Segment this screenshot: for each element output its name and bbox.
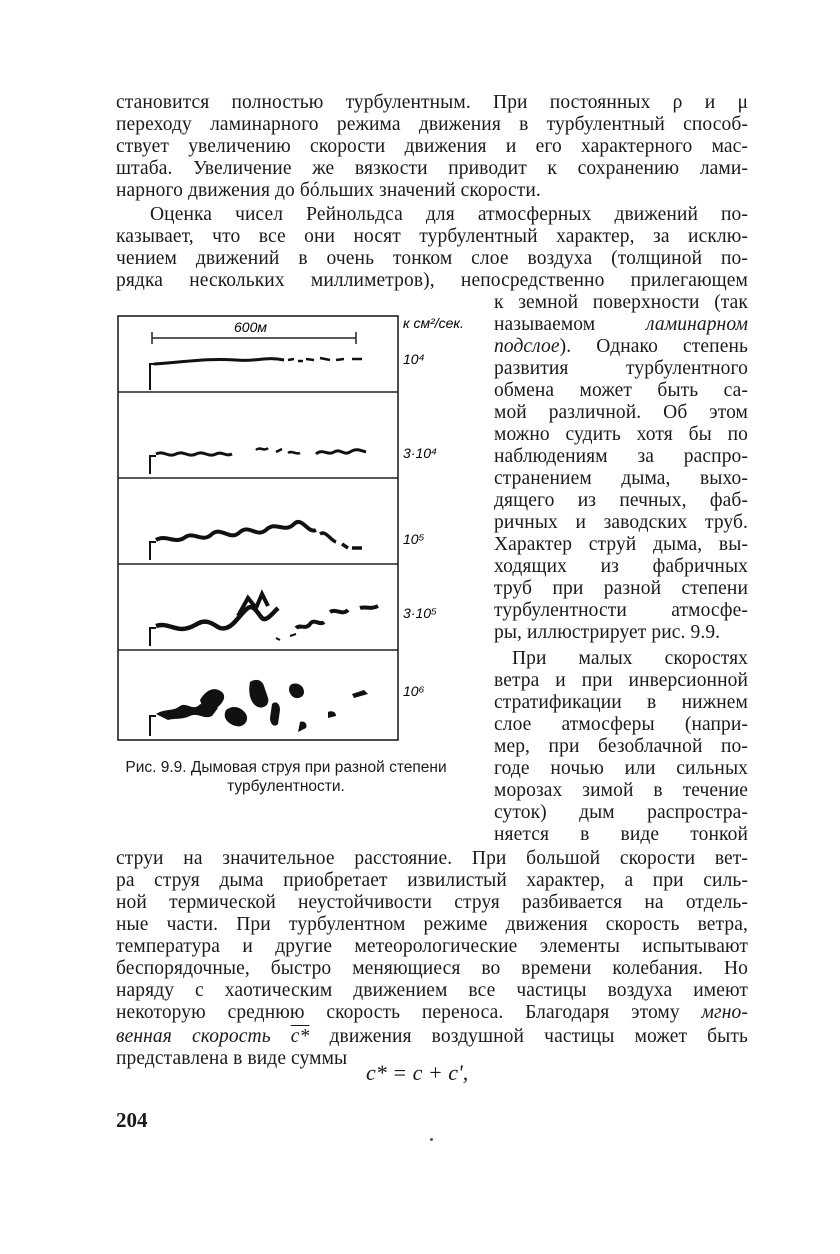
smoke-plume-4: [150, 594, 378, 646]
print-speck: [430, 1138, 433, 1141]
text-line: стратификации в нижнем: [494, 692, 748, 713]
emphasis-term: венная скорость: [116, 1026, 271, 1047]
text-line: [494, 314, 748, 336]
page-number: 204: [116, 1108, 148, 1132]
emphasis-term: мгно-: [701, 1002, 748, 1023]
text-line: дящего из печных, фаб-: [494, 490, 748, 511]
text-line: ричных и заводских труб.: [494, 512, 748, 533]
text-line: годе ночью или сильных: [494, 758, 748, 779]
text-line: ные части. При турбулентном режиме движения скорость ветра,: [116, 914, 748, 935]
text-line: становится полностью турбулентным. При постоянных ρ и μ: [116, 92, 748, 113]
text-line: рядка нескольких миллиметров), непосредственно прилегающем: [116, 270, 748, 291]
text-line: к земной поверхности (так: [494, 292, 748, 313]
text-line: слое атмосферы (напри-: [494, 714, 748, 735]
smoke-plume-2: [150, 448, 366, 474]
smoke-plume-1: [150, 358, 362, 390]
smoke-plume-diagram: [116, 312, 488, 744]
k-label-4: 3·10⁵: [403, 605, 437, 621]
text-line: суток) дым распростра-: [494, 802, 748, 823]
text-line: Оценка чисел Рейнольдса для атмосферных движений по-: [150, 204, 748, 225]
text-span: некоторую среднюю скорость переноса. Благодаря этому: [116, 1002, 680, 1023]
text-line: температура и другие метеорологические элементы испытывают: [116, 936, 748, 957]
k-label-2: 3·10⁴: [403, 445, 438, 461]
smoke-plume-3: [150, 522, 362, 560]
text-line: можно судить хотя бы по: [494, 424, 748, 445]
text-line: чением движений в очень тонком слое воздуха (толщиной по-: [116, 248, 748, 269]
text-line: переходу ламинарного режима движения в турбулентный способ-: [116, 114, 748, 135]
emphasis-term: ламинарном: [646, 314, 748, 335]
text-line: развития турбулентного: [494, 358, 748, 379]
text-line: штаба. Увеличение же вязкости приводит к сохранению лами-: [116, 158, 748, 179]
scale-label: 600м: [234, 319, 267, 335]
text-line: беспорядочные, быстро меняющиеся во времени колебания. Но: [116, 958, 748, 979]
text-line: [494, 336, 748, 358]
text-line: ствует увеличению скорости движения и его характерного мас-: [116, 136, 748, 157]
text-span: движения воздушной частицы может быть: [329, 1026, 749, 1047]
text-line: казывает, что все они носят турбулентный характер, за исклю-: [116, 226, 748, 247]
emphasis-term: подслое: [494, 336, 560, 357]
text-line: морозах зимой в течение: [494, 780, 748, 801]
text-line: [116, 1026, 748, 1048]
text-line: мер, при безоблачной по-: [494, 736, 748, 757]
text-line: При малых скоростях: [512, 648, 748, 669]
text-line: струи на значительное расстояние. При большой скорости вет-: [116, 848, 748, 869]
smoke-plume-5: [150, 680, 368, 736]
text-line: ры, иллюстрирует рис. 9.9.: [494, 622, 721, 643]
vector-sum-formula: [366, 1060, 468, 1086]
text-line: Характер струй дыма, вы-: [494, 534, 748, 555]
vector-symbol: c*: [290, 1026, 310, 1047]
text-line: ветра и при инверсионной: [494, 670, 748, 691]
text-line: няется в виде тонкой: [494, 824, 748, 845]
text-span: ). Однако степень: [559, 336, 748, 357]
unit-label: к см²/сек.: [403, 315, 464, 331]
text-line: наряду с хаотическим движением все частицы воздуха имеют: [116, 980, 748, 1001]
text-span: называемом: [494, 314, 596, 335]
text-line: ной термической неустойчивости струя разбивается на отдель-: [116, 892, 748, 913]
k-label-5: 10⁶: [403, 683, 425, 699]
k-label-3: 10⁵: [403, 531, 425, 547]
text-line: нарного движения до бóльших значений скорости.: [116, 180, 541, 201]
text-line: ра струя дыма приобретает извилистый характер, а при силь-: [116, 870, 748, 891]
text-line: [116, 1002, 748, 1024]
text-line: турбулентности атмосфе-: [494, 600, 748, 621]
smoke-plume-figure: [116, 312, 488, 744]
k-label-1: 10⁴: [403, 351, 425, 367]
text-line: обмена может быть са-: [494, 380, 748, 401]
text-line: странением дыма, выхо-: [494, 468, 748, 489]
panel-frames: [118, 316, 398, 740]
text-line: мой различной. Об этом: [494, 402, 748, 423]
figure-caption: Рис. 9.9. Дымовая струя при разной степени турбулентности.: [125, 759, 447, 795]
text-line: ходящих из фабричных: [494, 556, 748, 577]
text-line: наблюдениям за распро-: [494, 446, 748, 467]
formula-text: c* = c + c',: [366, 1060, 469, 1085]
text-line: представлена в виде суммы: [116, 1048, 348, 1069]
text-line: труб при разной степени: [494, 578, 748, 599]
